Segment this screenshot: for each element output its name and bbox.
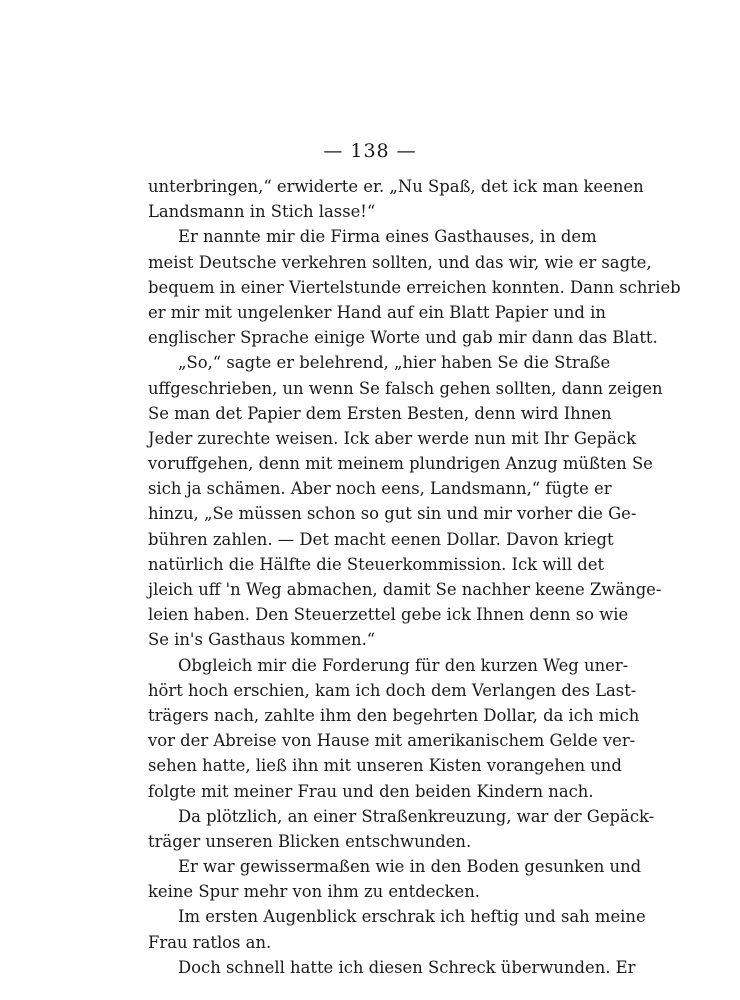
text-line: vor der Abreise von Hause mit amerikanischem Gelde ver- [148, 731, 636, 751]
text-line: voruffgehen, denn mit meinem plundrigen Anzug müßten Se [148, 454, 653, 474]
text-line: Da plötzlich, an einer Straßenkreuzung, war der Gepäck- [178, 806, 655, 826]
text-line: Se in's Gasthaus kommen.“ [148, 630, 376, 650]
text-line: unterbringen,“ erwiderte er. „Nu Spaß, det ick man keenen [148, 177, 644, 196]
text-line: sehen hatte, ließ ihn mit unseren Kisten vorangehen und [148, 756, 622, 776]
text-line: englischer Sprache einige Worte und gab mir dann das Blatt. [148, 328, 658, 348]
text-line: jleich uff 'n Weg abmachen, damit Se nachher keene Zwänge- [148, 580, 662, 599]
text-line: er mir mit ungelenker Hand auf ein Blatt Papier und in [148, 302, 606, 322]
body-text [148, 174, 681, 980]
page-number: — 138 — [323, 140, 417, 162]
text-line: Er nannte mir die Firma eines Gasthauses, in dem [178, 227, 597, 247]
text-line: Jeder zurechte weisen. Ick aber werde nun mit Ihr Gepäck [148, 428, 637, 448]
text-line: hinzu, „Se müssen schon so gut sin und mir vorher die Ge- [148, 504, 637, 524]
text-line: sich ja schämen. Aber noch eens, Landsmann,“ fügte er [148, 479, 612, 499]
text-line: Landsmann in Stich lasse!“ [148, 202, 376, 222]
text-line: bequem in einer Viertelstunde erreichen konnten. Dann schrieb [148, 277, 681, 297]
text-line: bühren zahlen. — Det macht eenen Dollar. Davon kriegt [148, 529, 614, 549]
text-line: trägers nach, zahlte ihm den begehrten Dollar, da ich mich [148, 705, 640, 725]
text-line: Im ersten Augenblick erschrak ich heftig und sah meine [178, 907, 646, 927]
text-line: keine Spur mehr von ihm zu entdecken. [148, 882, 480, 902]
text-line: Er war gewissermaßen wie in den Boden gesunken und [178, 857, 642, 877]
text-line: uffgeschrieben, un wenn Se falsch gehen sollten, dann zeigen [148, 378, 663, 398]
text-line: träger unseren Blicken entschwunden. [148, 831, 472, 851]
text-line: meist Deutsche verkehren sollten, und das wir, wie er sagte, [148, 252, 652, 272]
text-line: leien haben. Den Steuerzettel gebe ick Ihnen denn so wie [148, 605, 629, 625]
text-line: „So,“ sagte er belehrend, „hier haben Se die Straße [178, 353, 611, 373]
text-line: Se man det Papier dem Ersten Besten, denn wird Ihnen [148, 403, 612, 423]
text-line: Doch schnell hatte ich diesen Schreck überwunden. Er [178, 957, 636, 977]
text-line: Frau ratlos an. [148, 932, 272, 952]
text-line: Obgleich mir die Forderung für den kurzen Weg uner- [178, 655, 629, 675]
text-line: natürlich die Hälfte die Steuerkommission. Ick will det [148, 554, 605, 574]
text-line: folgte mit meiner Frau und den beiden Kindern nach. [148, 781, 594, 801]
text-line: hört hoch erschien, kam ich doch dem Verlangen des Last- [148, 680, 637, 700]
